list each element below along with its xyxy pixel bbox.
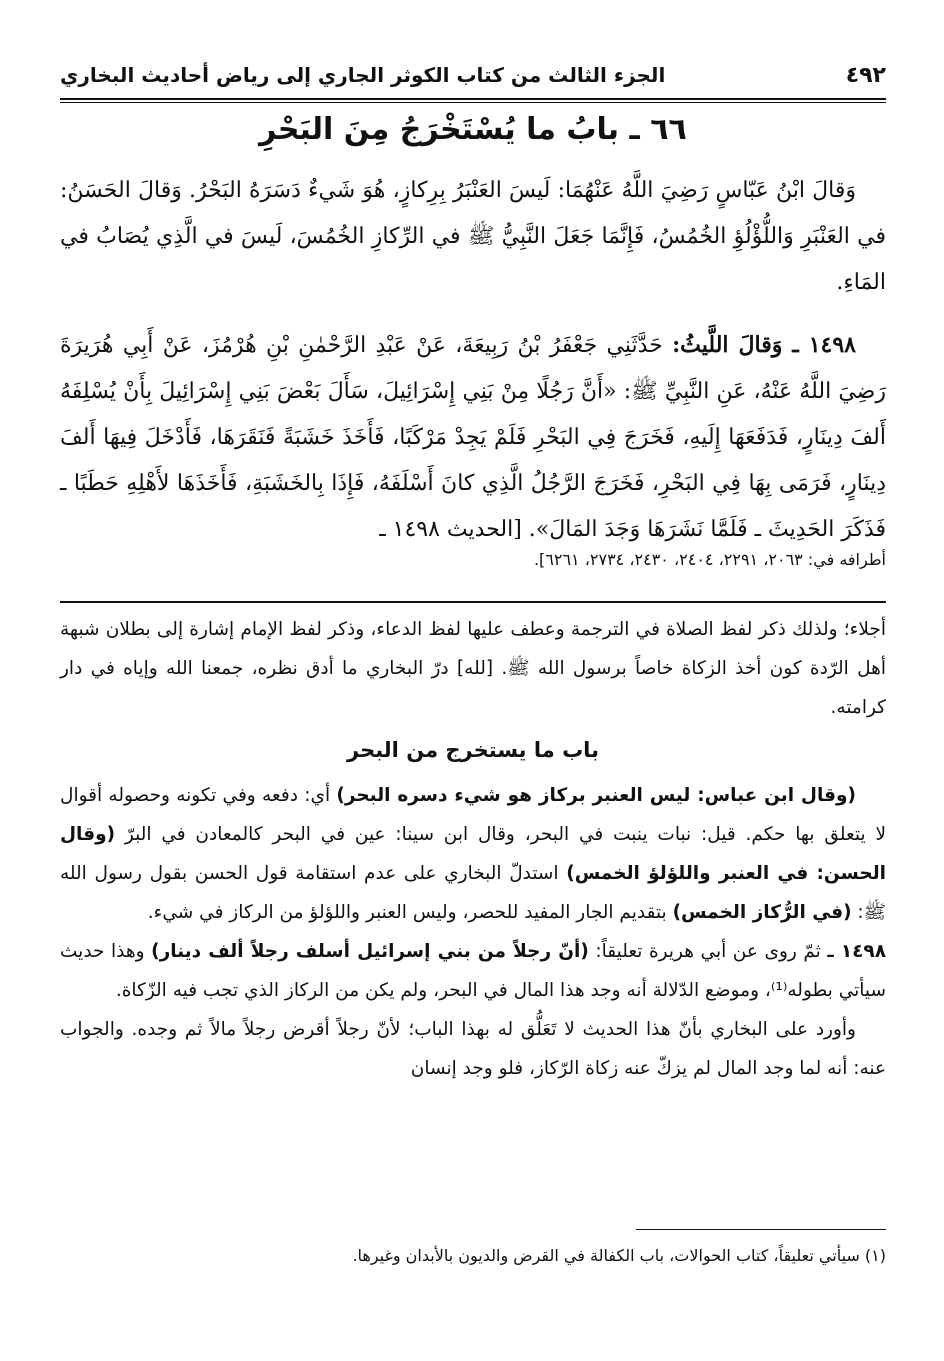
hadith-number: ١٤٩٨ ـ: [827, 941, 886, 962]
running-title: الجزء الثالث من كتاب الكوثر الجاري إلى رياض أحاديث البخاري: [60, 63, 666, 87]
commentary-text: ثمّ روى عن أبي هريرة تعليقاً:: [588, 941, 828, 962]
quoted-text: (وقال الحسن: في العنبر واللؤلؤ الخمس): [60, 824, 886, 884]
commentary-section-title: باب ما يستخرج من البحر: [347, 738, 599, 762]
commentary-paragraph: [60, 932, 886, 1010]
commentary-paragraph: وأورد على البخاري بأنّ هذا الحديث لا تَعَلُّق له بهذا الباب؛ لأنّ رجلاً أقرض رجلاً مالاً ثم وجده. والجواب عنه: أنه لما وجد المال لم يزكّ عنه زكاة الرّكاز، فلو وجد إنسان: [60, 1019, 886, 1079]
commentary-text: أي: دفعه وفي تكونه وحصوله أقوال لا يتعلق بها حكم. قيل: نبات ينبت في البحر، وقال ابن سينا: عين في البحر كالمعادن في البرّ: [60, 785, 886, 845]
header-rule-thin: [60, 102, 886, 103]
main-text: [60, 168, 886, 553]
atraf-references: أطرافه في: ٢٠٦٣، ٢٢٩١، ٢٤٠٤، ٢٤٣٠، ٢٧٣٤، ٦٢٦١].: [533, 550, 886, 569]
quoted-text: (في الرُّكاز الخمس): [672, 902, 852, 923]
commentary-text: وهذا حديث سيأتي بطوله⁽¹⁾، وموضع الدّلالة أنه وجد هذا المال في البحر، ولم يكن من الركاز الذي تجب فيه الزّكاة.: [60, 941, 886, 1001]
hadith-number: ١٤٩٨ ـ وَقالَ اللَّيثُ:: [672, 332, 856, 358]
running-header: [60, 58, 886, 92]
chapter-title: ٦٦ ـ بابُ ما يُسْتَخْرَجُ مِنَ البَحْرِ: [259, 112, 687, 147]
text-commentary-divider: [60, 601, 886, 603]
commentary-text: استدلّ البخاري على عدم استقامة قول الحسن بقول رسول الله ﷺ:: [60, 863, 886, 923]
commentary-text: بتقديم الجار المفيد للحصر، وليس العنبر واللؤلؤ من الركاز في شيء.: [147, 902, 673, 923]
hadith-text: حَدَّثَنِي جَعْفَرُ بْنُ رَبِيعَةَ، عَنْ عَبْدِ الرَّحْمٰنِ بْنِ هُرْمُزَ، عَنْ أَبِي هُرَيرَةَ رَضِيَ اللَّهُ عَنْهُ، عَنِ النَّبِيِّ ﷺ: «أَنَّ رَجُلًا مِنْ بَنِي إِسْرَائِيلَ، سَأَلَ بَعْضَ بَنِي إِسْرَائِيلَ بِأَنْ يُسْلِفَهُ أَلفَ دِينَارٍ، فَدَفَعَهَا إِلَيهِ، فَخَرَجَ فِي البَحْرِ فَلَمْ يَجِدْ مَرْكَبًا، فَأَخَذَ خَشَبَةً فَنَقَرَهَا، فَأَدْخَلَ فِيهَا أَلفَ دِينَارٍ، فَرَمَى بِهَا فِي البَحْرِ، فَخَرَجَ الرَّجُلُ الَّذِي كانَ أَسْلَفَهُ، فَإِذَا بِالخَشَبَةِ، فَأَخَذَهَا لأَهْلِهِ حَطَبًا ـ فَذَكَرَ الحَدِيثَ ـ فَلَمَّا نَشَرَهَا وَجَدَ المَالَ». [الحديث ١٤٩٨ ـ: [60, 333, 886, 542]
quoted-text: (أنّ رجلاً من بني إسرائيل أسلف رجلاً ألف دينار): [151, 941, 589, 962]
quoted-text: (وقال ابن عباس: ليس العنبر بركاز هو شيء دسره البحر): [336, 785, 856, 806]
book-page: [60, 0, 886, 1361]
commentary: [60, 610, 886, 1088]
commentary-paragraph: [60, 776, 886, 932]
chapter-intro: وَقالَ ابْنُ عَبّاسٍ رَضِيَ اللَّهُ عَنْهُمَا: لَيسَ العَنْبَرُ بِرِكازٍ، هُوَ شَيءٌ دَسَرَهُ البَحْرُ. وَقالَ الحَسَنُ: في العَنْبَرِ وَاللُّؤْلُؤِ الخُمُسُ، فَإِنَّمَا جَعَلَ النَّبِيُّ ﷺ في الرِّكازِ الخُمُسَ، لَيسَ في الَّذِي يُصَابُ في المَاءِ.: [60, 178, 886, 295]
commentary-paragraph: أجلاء؛ ولذلك ذكر لفظ الصلاة في الترجمة وعطف عليها لفظ الدعاء، وذكر لفظ الإمام إشارة إلى بطلان شبهة أهل الرّدة كون أخذ الزكاة خاصاً برسول الله ﷺ. [لله] درّ البخاري ما أدق نظره، جمعنا الله وإياه في دار كرامته.: [60, 619, 886, 718]
footnote: (١) سيأتي تعليقاً، كتاب الحوالات، باب الكفالة في القرض والديون بالأبدان وغيرها.: [352, 1246, 886, 1265]
header-rule: [60, 98, 886, 100]
hadith-paragraph: [60, 322, 886, 553]
footnote-rule: [636, 1229, 886, 1230]
page-number: ٤٩٢: [845, 62, 886, 88]
